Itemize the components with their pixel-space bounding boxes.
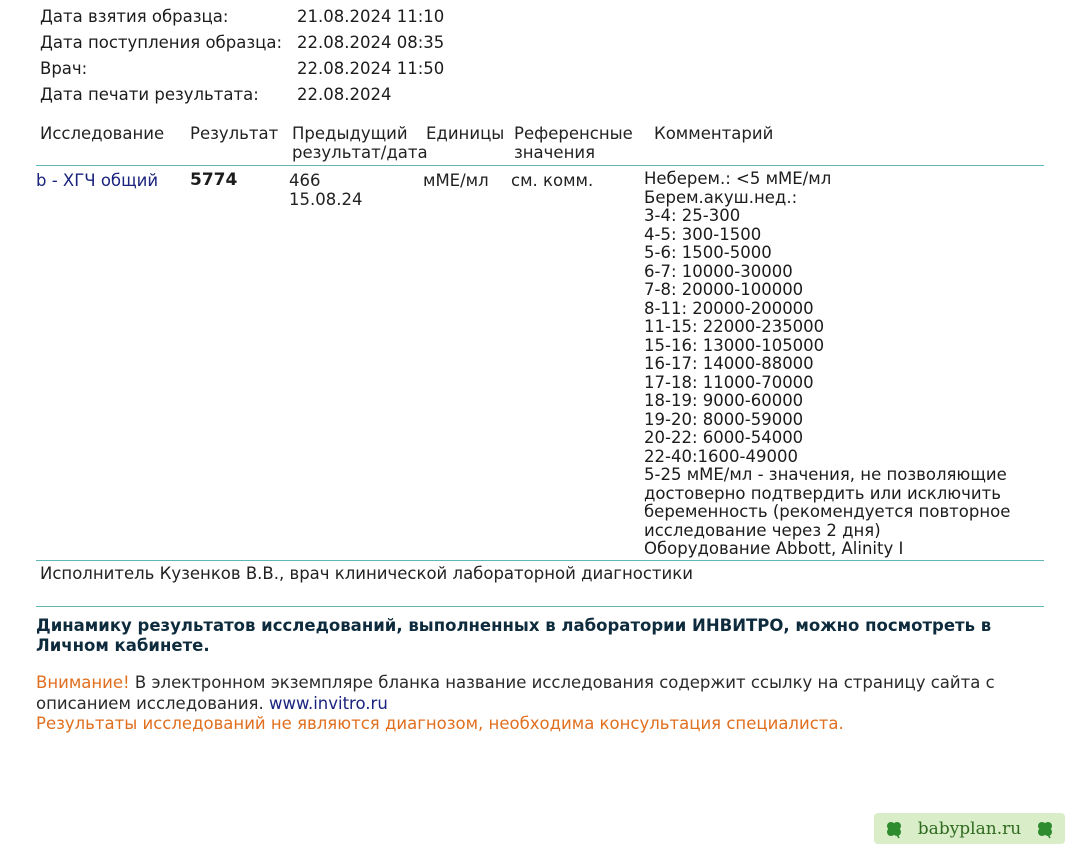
comment-line: 5-25 мМЕ/мл - значения, не позволяющие: [644, 465, 1007, 484]
section-divider: [36, 606, 1044, 607]
comment-line: 16-17: 14000-88000: [644, 354, 814, 373]
comment-line: 11-15: 22000-235000: [644, 317, 825, 336]
header-result: Результат: [190, 124, 279, 143]
comment-line: 6-7: 10000-30000: [644, 261, 793, 281]
attention-text: В электронном экземпляре бланка название исследования содержит ссылку на страницу сайта с описанием исследования.: [36, 673, 995, 713]
comment-block: [644, 170, 1010, 559]
meta-label-sampling-date: Дата взятия образца:: [40, 7, 229, 26]
reference-value: см. комм.: [511, 171, 594, 190]
clover-icon: [1035, 819, 1055, 839]
watermark-text: babyplan.ru: [917, 818, 1022, 839]
clover-icon: [884, 819, 904, 839]
header-previous-line2: результат/дата: [292, 143, 428, 162]
comment-line: исследование через 2 дня): [644, 520, 881, 540]
result-value: 5774: [190, 170, 238, 190]
table-header-divider: [36, 165, 1044, 166]
comment-line: Берем.акуш.нед.:: [644, 187, 798, 207]
meta-label-receipt-date: Дата поступления образца:: [40, 33, 282, 52]
previous-result-value: 466: [289, 171, 321, 190]
meta-label-print-date: Дата печати результата:: [40, 85, 259, 104]
comment-line: беременность (рекомендуется повторное: [644, 502, 1011, 521]
test-name-link[interactable]: b - ХГЧ общий: [36, 171, 159, 190]
attention-paragraph: [36, 673, 1046, 735]
executor-text: Исполнитель Кузенков В.В., врач клинической лабораторной диагностики: [40, 564, 693, 583]
meta-value-receipt-date: 22.08.2024 08:35: [297, 33, 445, 52]
disclaimer-text: Результаты исследований не являются диагнозом, необходима консультация специалиста.: [36, 714, 844, 733]
attention-label: Внимание!: [36, 673, 130, 692]
comment-line: 8-11: 20000-200000: [644, 298, 814, 318]
comment-line: 18-19: 9000-60000: [644, 391, 804, 410]
site-link[interactable]: www.invitro.ru: [268, 693, 388, 713]
meta-value-sampling-date: 21.08.2024 11:10: [297, 7, 445, 26]
header-reference-line1: Референсные: [514, 124, 633, 143]
previous-result-date: 15.08.24: [289, 190, 363, 209]
comment-line: 22-40:1600-49000: [644, 446, 798, 466]
meta-label-doctor: Врач:: [40, 59, 88, 78]
meta-value-print-date: 22.08.2024: [297, 85, 392, 104]
comment-line: Оборудование Abbott, Alinity I: [644, 539, 904, 558]
comment-line: 20-22: 6000-54000: [644, 428, 804, 447]
table-bottom-divider: [36, 560, 1044, 561]
header-units: Единицы: [426, 124, 505, 143]
comment-line: 17-18: 11000-70000: [644, 372, 814, 392]
dynamics-note: Динамику результатов исследований, выполненных в лаборатории ИНВИТРО, можно посмотреть в Личном кабинете.: [36, 616, 992, 655]
comment-line: 19-20: 8000-59000: [644, 409, 804, 429]
meta-value-doctor: 22.08.2024 11:50: [297, 59, 445, 78]
header-previous-line1: Предыдущий: [292, 124, 408, 143]
header-comment: Комментарий: [654, 124, 774, 143]
comment-line: 15-16: 13000-105000: [644, 335, 825, 355]
comment-line: 5-6: 1500-5000: [644, 243, 772, 262]
comment-line: достоверно подтвердить или исключить: [644, 483, 1001, 503]
comment-line: 3-4: 25-300: [644, 206, 741, 225]
comment-line: 4-5: 300-1500: [644, 224, 762, 244]
header-test: Исследование: [40, 124, 165, 143]
comment-line: Неберем.: <5 мМЕ/мл: [644, 169, 832, 188]
units-value: мМЕ/мл: [423, 171, 489, 190]
header-reference-line2: значения: [514, 143, 596, 162]
watermark-badge: [874, 813, 1065, 844]
comment-line: 7-8: 20000-100000: [644, 280, 804, 299]
